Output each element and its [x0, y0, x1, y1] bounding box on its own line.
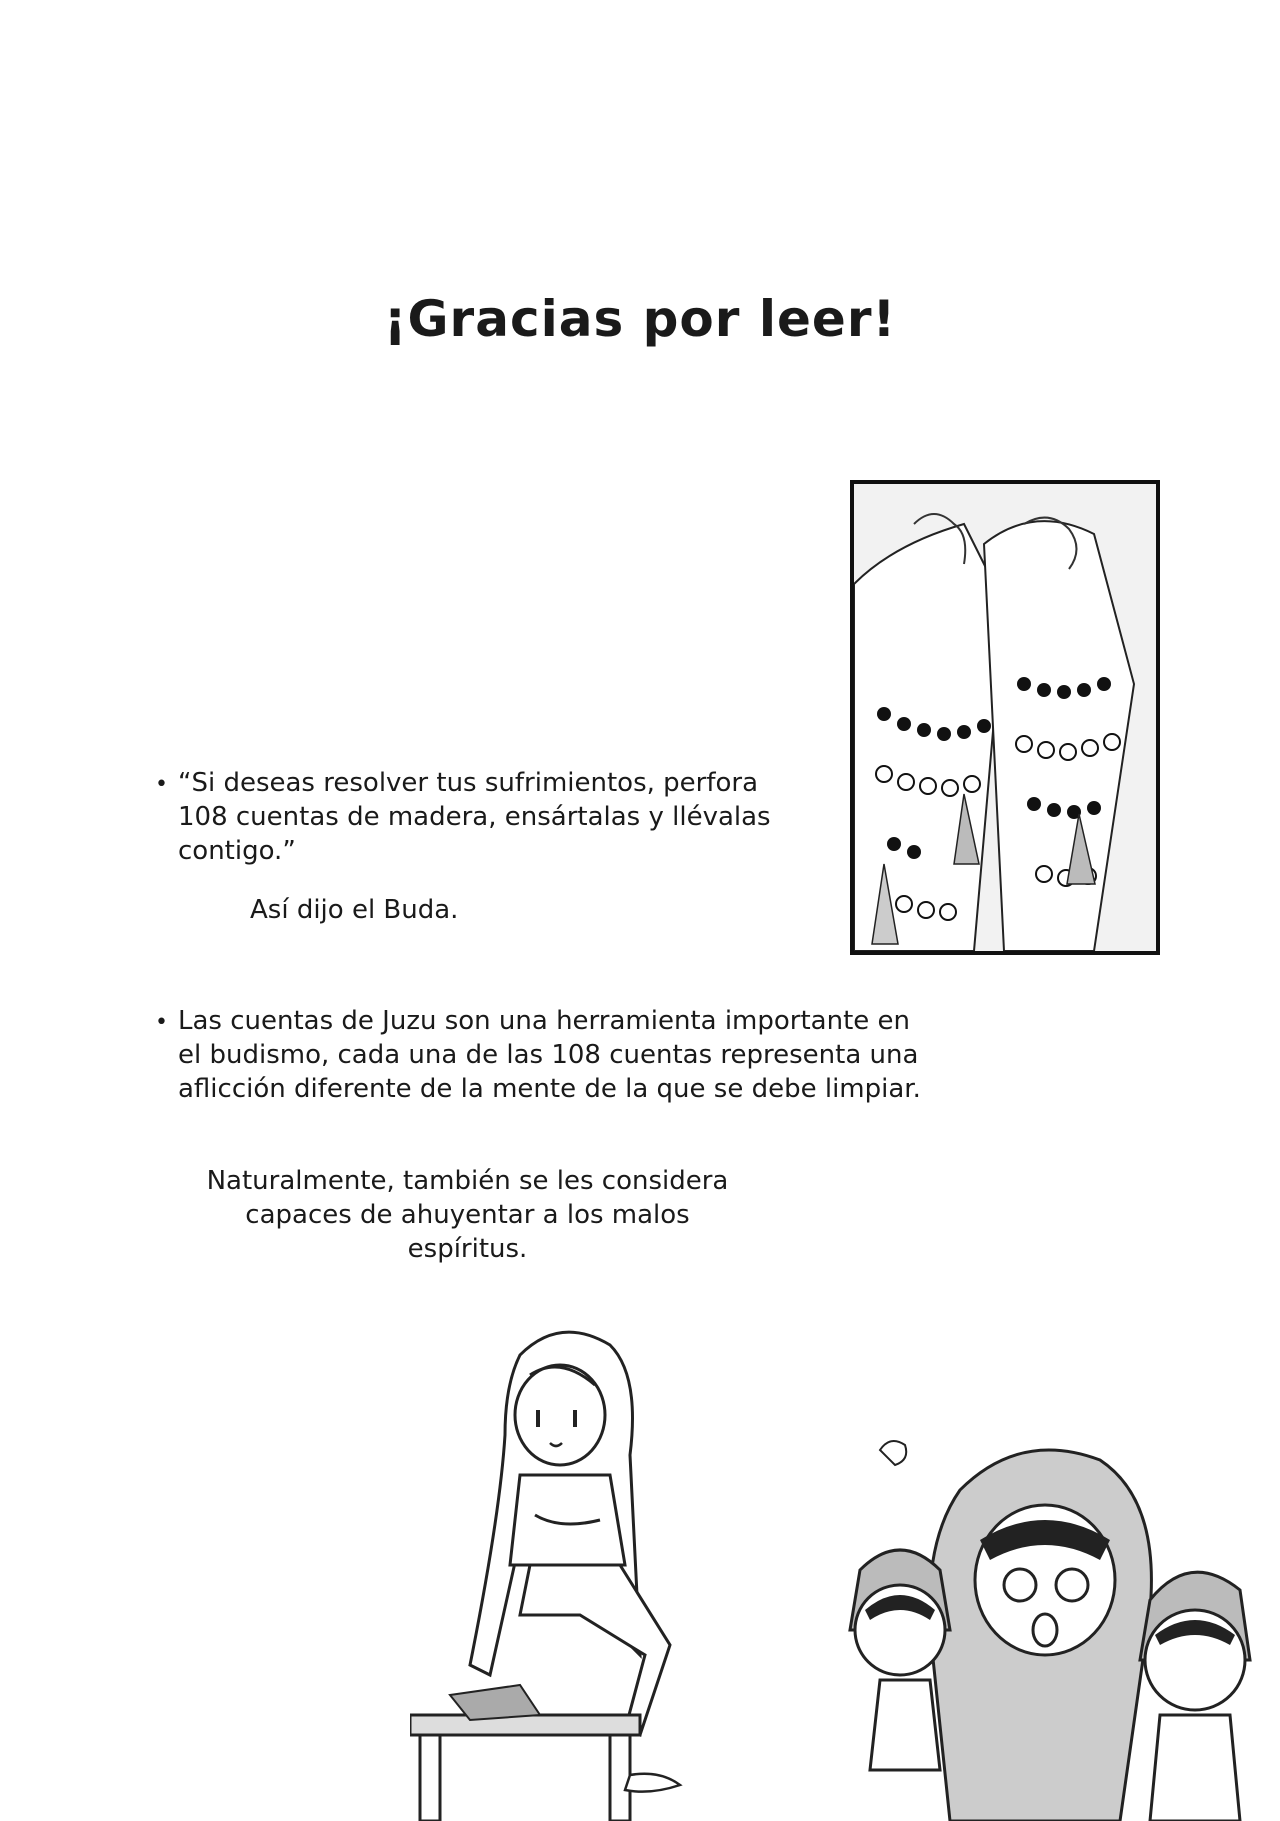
fact-line-1: Las cuentas de Juzu son una herramienta importante en [178, 1006, 910, 1036]
closing-line-3: espíritus. [407, 1234, 528, 1264]
quote-line-1: “Si deseas resolver tus sufrimientos, perfora [178, 768, 759, 798]
closing-line-2: capaces de ahuyentar a los malos [245, 1200, 690, 1230]
page-title: ¡Gracias por leer! [383, 290, 897, 348]
quote-attribution: Así dijo el Buda. [250, 895, 459, 925]
fact-line-2: el budismo, cada una de las 108 cuentas representa una [178, 1040, 919, 1070]
quote-line-3: contigo.” [178, 836, 296, 866]
fact-bullet: • [155, 1010, 168, 1035]
fact-line-3: aflicción diferente de la mente de la que se debe limpiar. [178, 1074, 921, 1104]
beaded-bracelets-illustration [850, 480, 1160, 955]
quote-line-2: 108 cuentas de madera, ensártalas y llévalas [178, 802, 771, 832]
quote-bullet: • [155, 772, 168, 797]
girl-on-desk-illustration [410, 1315, 770, 1821]
closing-line-1: Naturalmente, también se les considera [206, 1166, 729, 1196]
children-illustration [820, 1430, 1280, 1821]
